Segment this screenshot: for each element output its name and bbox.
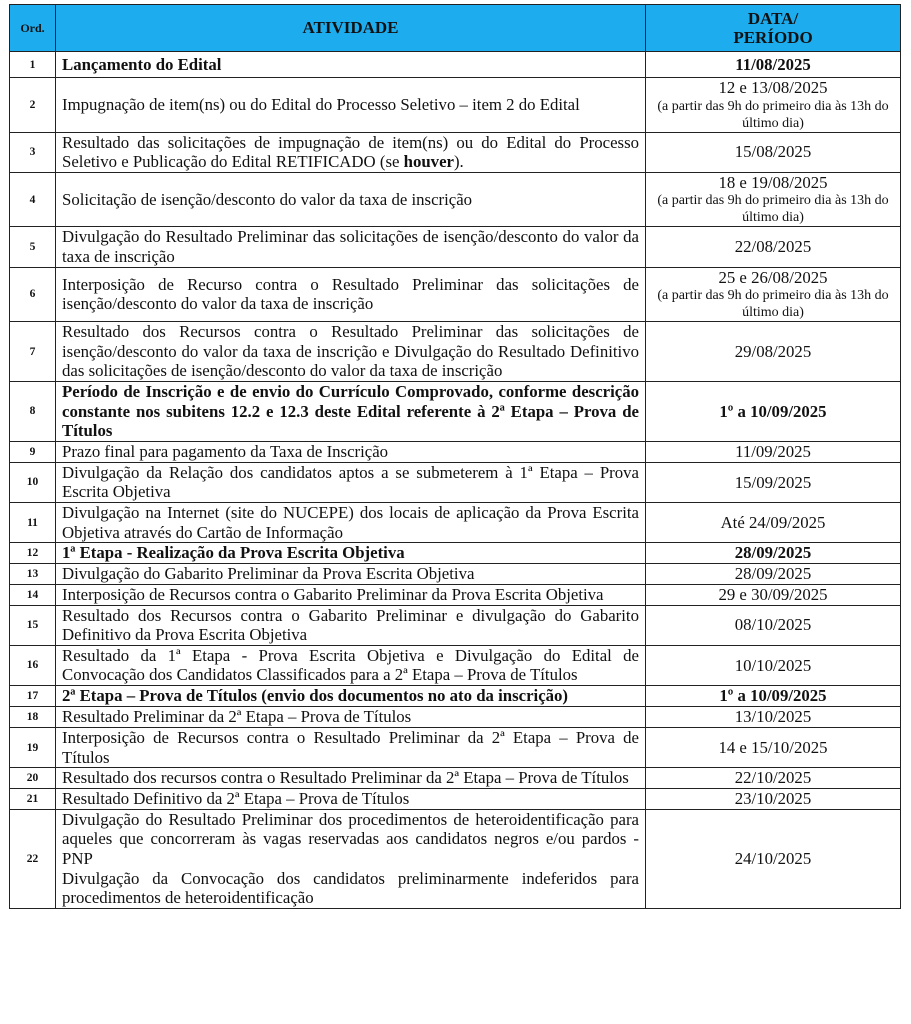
table-row	[10, 707, 901, 728]
row-date: 08/10/2025	[646, 605, 901, 645]
row-ord: 18	[10, 707, 56, 728]
row-ord: 7	[10, 322, 56, 382]
row-ord: 4	[10, 172, 56, 227]
row-activity: Prazo final para pagamento da Taxa de Inscrição	[56, 441, 646, 462]
table-row	[10, 52, 901, 78]
table-header-row	[10, 5, 901, 52]
row-activity: Resultado dos Recursos contra o Gabarito Preliminar e divulgação do Gabarito Definitivo da Prova Escrita Objetiva	[56, 605, 646, 645]
row-date: 15/09/2025	[646, 462, 901, 502]
schedule-table	[9, 4, 901, 909]
row-date: 22/10/2025	[646, 768, 901, 789]
row-date: 29/08/2025	[646, 322, 901, 382]
row-ord: 21	[10, 788, 56, 809]
row-date-main: 18 e 19/08/2025	[718, 172, 828, 192]
table-row	[10, 172, 901, 227]
row-activity-part2: Divulgação da Convocação dos candidatos preliminarmente indeferidos para procedimentos de heteroidentificação	[62, 868, 639, 908]
row-activity-text: Resultado das solicitações de impugnação de item(ns) ou do Edital do Processo Seletivo e Publicação do Edital RETIFICADO (se	[62, 132, 639, 172]
row-date: 24/10/2025	[646, 809, 901, 908]
row-date: 1º a 10/09/2025	[646, 381, 901, 441]
header-activity: ATIVIDADE	[56, 5, 646, 52]
header-date-line2: PERÍODO	[733, 28, 813, 47]
row-date	[646, 267, 901, 322]
header-date	[646, 5, 901, 52]
table-row	[10, 78, 901, 133]
row-activity: Resultado Preliminar da 2ª Etapa – Prova de Títulos	[56, 707, 646, 728]
row-date-note: (a partir das 9h do primeiro dia às 13h do último dia)	[657, 288, 889, 321]
row-activity: Solicitação de isenção/desconto do valor da taxa de inscrição	[56, 172, 646, 227]
row-date: 23/10/2025	[646, 788, 901, 809]
row-activity: Interposição de Recursos contra o Resultado Preliminar da 2ª Etapa – Prova de Títulos	[56, 728, 646, 768]
row-activity: 2ª Etapa – Prova de Títulos (envio dos documentos no ato da inscrição)	[56, 686, 646, 707]
row-activity: Período de Inscrição e de envio do Currículo Comprovado, conforme descrição constante nos subitens 12.2 e 12.3 deste Edital referente à 2ª Etapa – Prova de Títulos	[56, 381, 646, 441]
table-row	[10, 768, 901, 789]
header-ord: Ord.	[10, 5, 56, 52]
row-date: 10/10/2025	[646, 645, 901, 685]
row-date: 1º a 10/09/2025	[646, 686, 901, 707]
table-row	[10, 809, 901, 908]
table-row	[10, 605, 901, 645]
row-ord: 8	[10, 381, 56, 441]
table-row	[10, 322, 901, 382]
row-activity: Divulgação do Resultado Preliminar das solicitações de isenção/desconto do valor da taxa de inscrição	[56, 227, 646, 267]
table-row	[10, 645, 901, 685]
row-activity: Divulgação na Internet (site do NUCEPE) dos locais de aplicação da Prova Escrita Objetiva através do Cartão de Informação	[56, 502, 646, 542]
table-row	[10, 585, 901, 606]
row-date-note: (a partir das 9h do primeiro dia às 13h do último dia)	[657, 98, 889, 131]
row-activity-bold: houver	[403, 152, 454, 172]
row-ord: 19	[10, 728, 56, 768]
row-activity	[56, 132, 646, 172]
row-activity-end: ).	[453, 152, 464, 172]
row-ord: 14	[10, 585, 56, 606]
row-ord: 16	[10, 645, 56, 685]
header-date-line1: DATA/	[747, 9, 799, 28]
row-activity: Resultado da 1ª Etapa - Prova Escrita Objetiva e Divulgação do Edital de Convocação dos Candidatos Classificados para a 2ª Etapa – Prova de Títulos	[56, 645, 646, 685]
row-ord: 13	[10, 564, 56, 585]
row-ord: 10	[10, 462, 56, 502]
table-row	[10, 543, 901, 564]
table-row	[10, 564, 901, 585]
row-date-main: 25 e 26/08/2025	[718, 267, 828, 287]
row-activity-part1: Divulgação do Resultado Preliminar dos procedimentos de heteroidentificação para aqueles que concorreram às vagas reservadas aos candidatos negros e/ou pardos - PNP	[62, 809, 639, 869]
row-ord: 17	[10, 686, 56, 707]
row-ord: 20	[10, 768, 56, 789]
table-row	[10, 728, 901, 768]
row-date: 28/09/2025	[646, 543, 901, 564]
row-date: 28/09/2025	[646, 564, 901, 585]
row-date-main: 12 e 13/08/2025	[718, 78, 828, 97]
row-activity: 1ª Etapa - Realização da Prova Escrita Objetiva	[56, 543, 646, 564]
table-row	[10, 788, 901, 809]
row-date: 22/08/2025	[646, 227, 901, 267]
row-date: 11/08/2025	[646, 52, 901, 78]
row-ord: 12	[10, 543, 56, 564]
row-ord: 6	[10, 267, 56, 322]
row-date: 15/08/2025	[646, 132, 901, 172]
table-row	[10, 441, 901, 462]
row-ord: 3	[10, 132, 56, 172]
row-activity	[56, 809, 646, 908]
table-row	[10, 502, 901, 542]
row-ord: 1	[10, 52, 56, 78]
row-date	[646, 172, 901, 227]
row-ord: 11	[10, 502, 56, 542]
row-ord: 22	[10, 809, 56, 908]
row-ord: 5	[10, 227, 56, 267]
table-row	[10, 267, 901, 322]
table-row	[10, 227, 901, 267]
row-activity: Interposição de Recursos contra o Gabarito Preliminar da Prova Escrita Objetiva	[56, 585, 646, 606]
row-activity: Interposição de Recurso contra o Resultado Preliminar das solicitações de isenção/desconto do valor da taxa de inscrição	[56, 267, 646, 322]
row-date: 29 e 30/09/2025	[646, 585, 901, 606]
row-activity: Lançamento do Edital	[56, 52, 646, 78]
row-activity: Divulgação do Gabarito Preliminar da Prova Escrita Objetiva	[56, 564, 646, 585]
row-activity: Resultado dos Recursos contra o Resultado Preliminar das solicitações de isenção/desconto do valor da taxa de inscrição e Divulgação do Resultado Definitivo das solicitações de isenção/desconto do valor da taxa de inscrição	[56, 322, 646, 382]
row-activity: Divulgação da Relação dos candidatos aptos a se submeterem à 1ª Etapa – Prova Escrita Objetiva	[56, 462, 646, 502]
table-row	[10, 462, 901, 502]
row-ord: 9	[10, 441, 56, 462]
row-date: Até 24/09/2025	[646, 502, 901, 542]
table-row	[10, 381, 901, 441]
row-activity: Resultado dos recursos contra o Resultado Preliminar da 2ª Etapa – Prova de Títulos	[56, 768, 646, 789]
row-ord: 15	[10, 605, 56, 645]
row-activity: Impugnação de item(ns) ou do Edital do Processo Seletivo – item 2 do Edital	[56, 78, 646, 133]
table-row	[10, 686, 901, 707]
table-row	[10, 132, 901, 172]
row-activity: Resultado Definitivo da 2ª Etapa – Prova de Títulos	[56, 788, 646, 809]
row-date: 13/10/2025	[646, 707, 901, 728]
row-date: 14 e 15/10/2025	[646, 728, 901, 768]
row-date	[646, 78, 901, 133]
row-date: 11/09/2025	[646, 441, 901, 462]
row-date-note: (a partir das 9h do primeiro dia às 13h do último dia)	[657, 193, 889, 226]
row-ord: 2	[10, 78, 56, 133]
